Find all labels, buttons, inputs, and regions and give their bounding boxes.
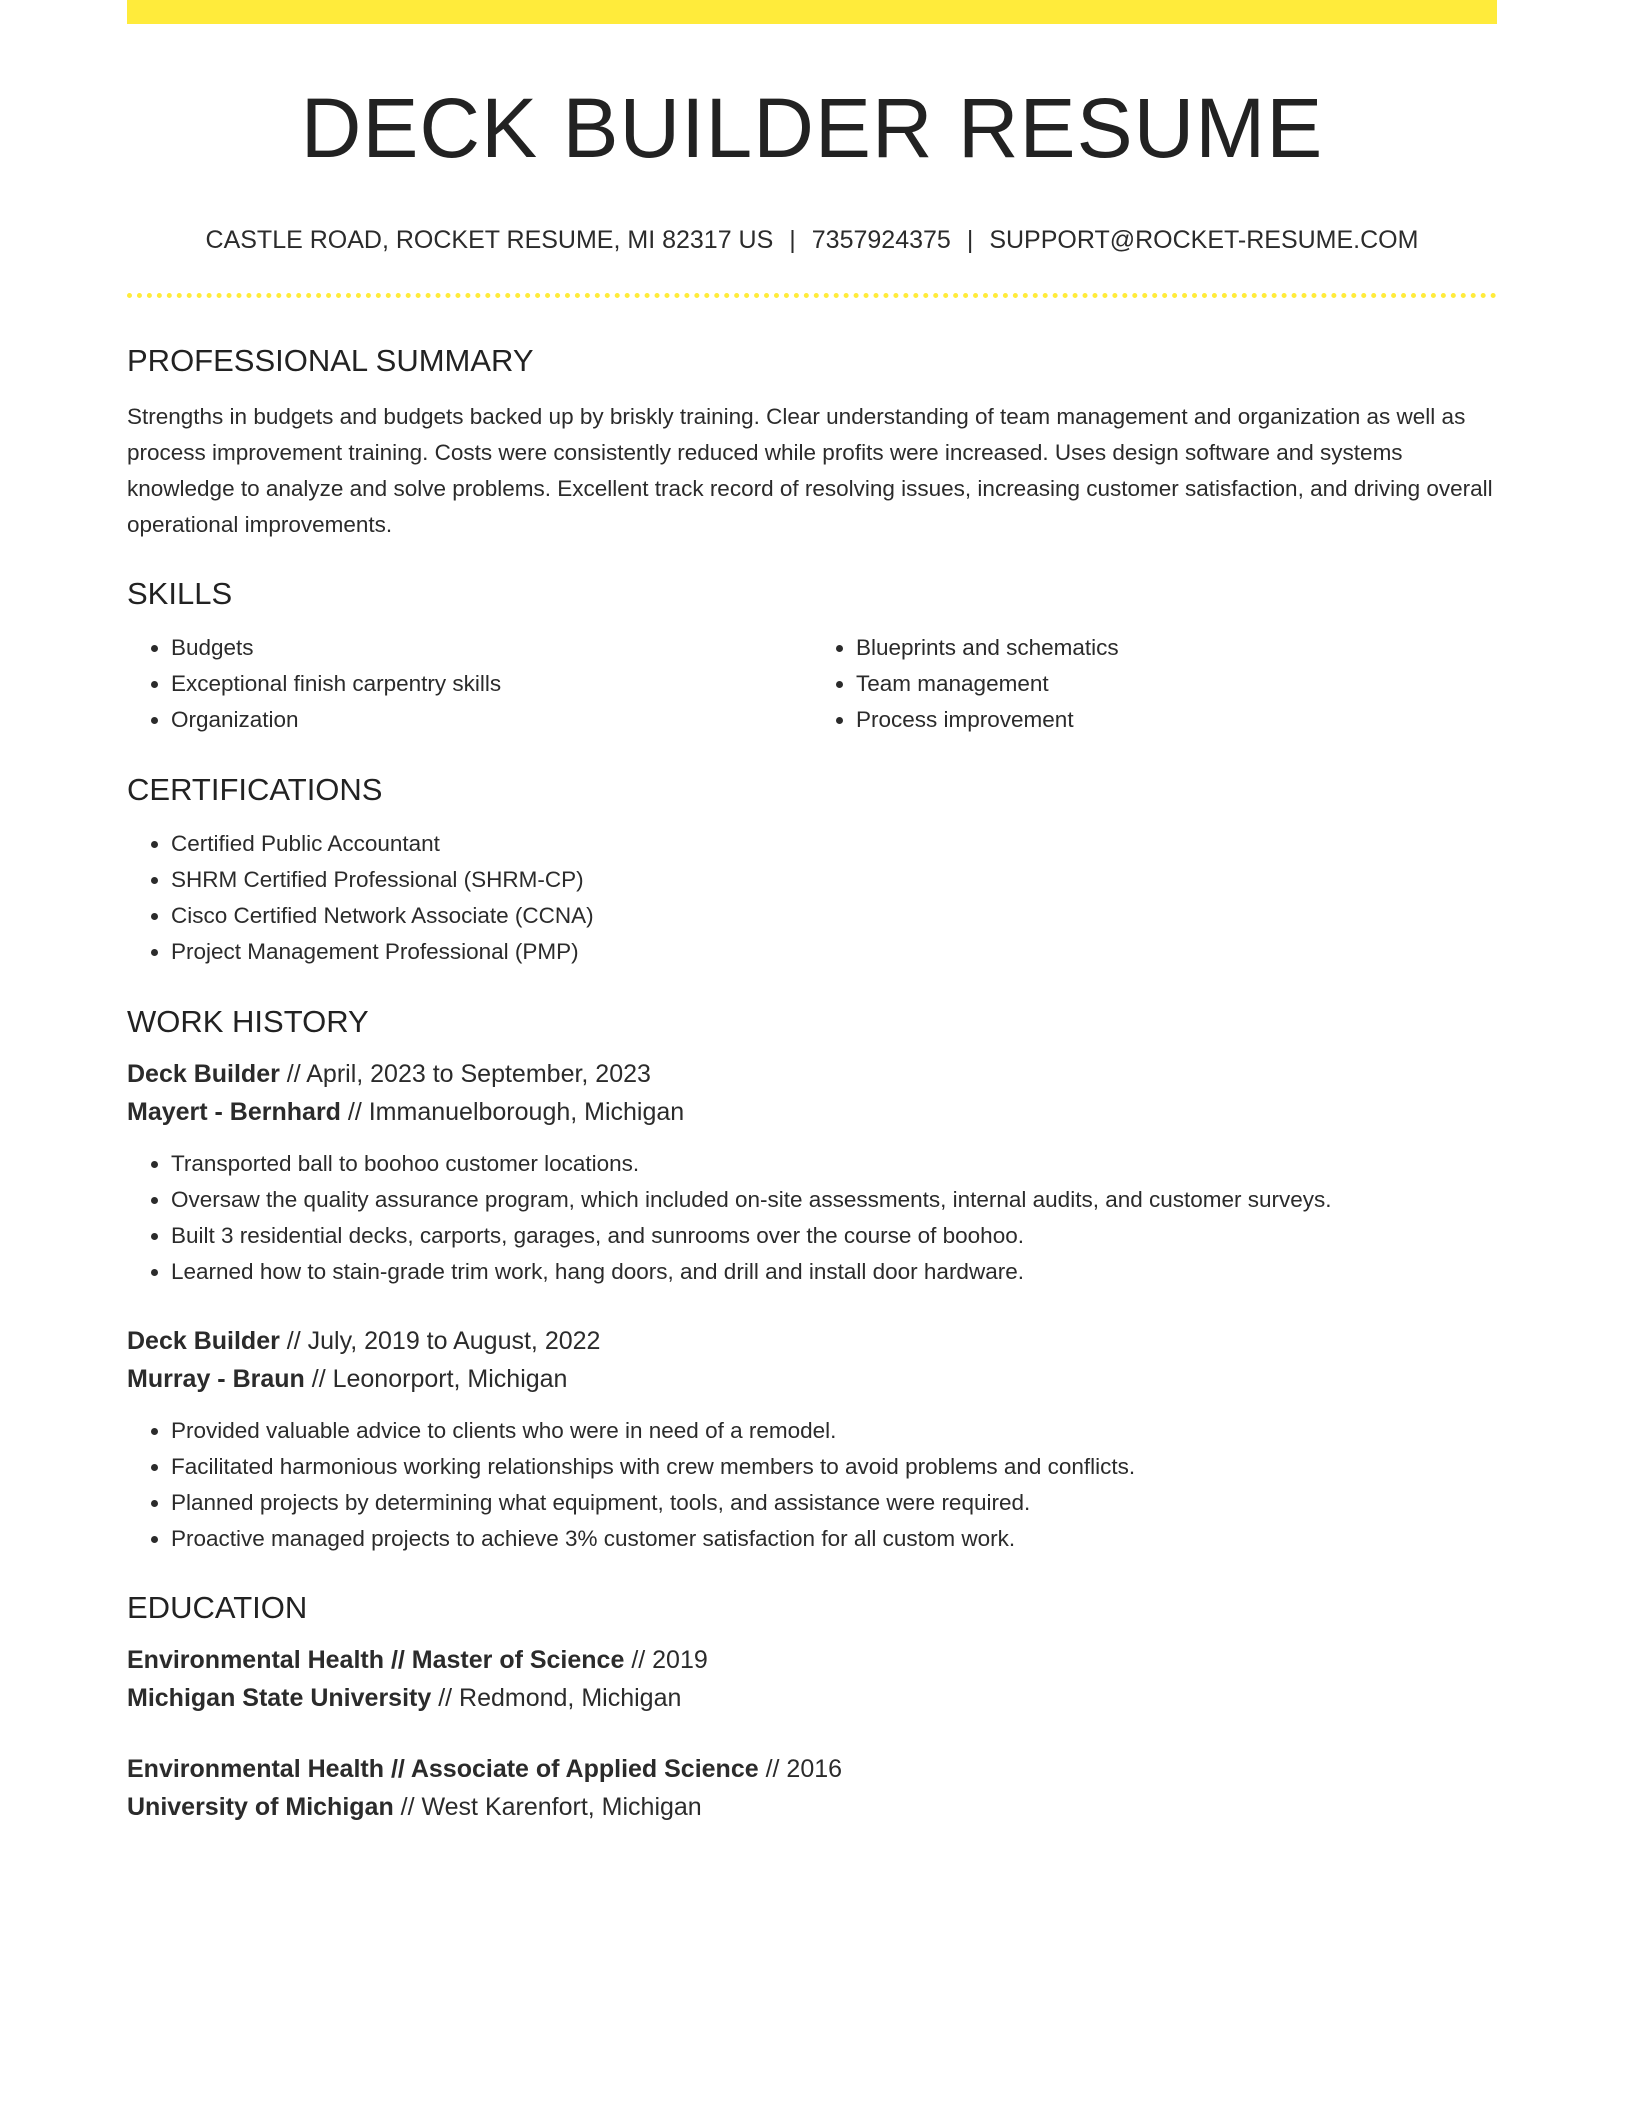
job-company-line	[127, 1360, 1497, 1398]
work-entry	[127, 1055, 1497, 1290]
job-bullet: • Oversaw the quality assurance program, which included on-site assessments, internal audits, and customer surveys.	[171, 1182, 1497, 1218]
education-school-line	[127, 1788, 1497, 1826]
section-heading-summary: PROFESSIONAL SUMMARY	[127, 343, 534, 378]
education-location: // Redmond, Michigan	[431, 1684, 682, 1712]
skill-item: • Budgets	[171, 630, 812, 666]
contact-phone: 7357924375	[811, 226, 951, 254]
contact-email: SUPPORT@ROCKET-RESUME.COM	[989, 226, 1419, 254]
skills-list	[127, 630, 1497, 738]
job-title-line	[127, 1055, 1497, 1093]
job-dates: // July, 2019 to August, 2022	[279, 1327, 601, 1355]
job-location: // Leonorport, Michigan	[304, 1365, 568, 1393]
contact-address: CASTLE ROAD, ROCKET RESUME, MI 82317 US	[205, 226, 774, 254]
job-title: Deck Builder	[127, 1327, 280, 1355]
job-bullet: • Transported ball to boohoo customer locations.	[171, 1146, 1497, 1182]
skill-item: • Team management	[856, 666, 1497, 702]
job-bullet: • Provided valuable advice to clients who were in need of a remodel.	[171, 1413, 1497, 1449]
section-heading-education: EDUCATION	[127, 1590, 308, 1625]
job-title: Deck Builder	[127, 1060, 280, 1088]
certification-item: • SHRM Certified Professional (SHRM-CP)	[171, 862, 1497, 898]
education-school: Michigan State University	[127, 1684, 432, 1712]
education-year: // 2019	[624, 1646, 708, 1674]
job-location: // Immanuelborough, Michigan	[340, 1098, 685, 1126]
job-bullet: • Learned how to stain-grade trim work, hang doors, and drill and install door hardware.	[171, 1254, 1497, 1290]
top-accent-bar	[127, 0, 1497, 24]
summary-text: Strengths in budgets and budgets backed up by briskly training. Clear understanding of team management and organization as well as process improvement training. Costs were consistently reduced while profits were increased. Uses design software and systems knowledge to analyze and solve problems. Excellent track record of resolving issues, increasing customer satisfaction, and driving overall operational improvements.	[127, 404, 1493, 537]
education-degree: Environmental Health // Master of Science	[127, 1646, 625, 1674]
education-school-line	[127, 1679, 1497, 1717]
education-entry	[127, 1641, 1497, 1717]
section-heading-skills: SKILLS	[127, 576, 233, 611]
contact-separator: |	[966, 226, 974, 254]
job-company: Murray - Braun	[127, 1365, 305, 1393]
education-location: // West Karenfort, Michigan	[393, 1793, 702, 1821]
skill-item: • Exceptional finish carpentry skills	[171, 666, 812, 702]
education-year: // 2016	[758, 1755, 843, 1783]
education-school: University of Michigan	[127, 1793, 394, 1821]
resume-title: DECK BUILDER RESUME	[300, 81, 1324, 175]
contact-separator: |	[789, 226, 796, 254]
job-bullet: • Built 3 residential decks, carports, garages, and sunrooms over the course of boohoo.	[171, 1218, 1497, 1254]
job-bullet: • Facilitated harmonious working relationships with crew members to avoid problems and conflicts.	[171, 1449, 1497, 1485]
job-bullet: • Planned projects by determining what equipment, tools, and assistance were required.	[171, 1485, 1497, 1521]
skill-item: • Blueprints and schematics	[856, 630, 1497, 666]
job-title-line	[127, 1322, 1497, 1360]
education-entry	[127, 1750, 1497, 1826]
job-bullet: • Proactive managed projects to achieve 3% customer satisfaction for all custom work.	[171, 1521, 1497, 1557]
skill-item: • Process improvement	[856, 702, 1497, 738]
education-degree-line	[127, 1750, 1497, 1788]
certification-item: • Project Management Professional (PMP)	[171, 934, 1497, 970]
job-dates: // April, 2023 to September, 2023	[279, 1060, 651, 1088]
job-bullets	[127, 1413, 1497, 1557]
certifications-list	[127, 826, 1497, 970]
job-company: Mayert - Bernhard	[127, 1098, 341, 1126]
education-degree-line	[127, 1641, 1497, 1679]
job-company-line	[127, 1093, 1497, 1131]
section-heading-work-history: WORK HISTORY	[127, 1004, 369, 1039]
skills-column-left	[127, 630, 812, 738]
education-degree: Environmental Health // Associate of Applied Science	[127, 1755, 759, 1783]
certification-item: • Cisco Certified Network Associate (CCNA)	[171, 898, 1497, 934]
certification-item: • Certified Public Accountant	[171, 826, 1497, 862]
job-bullets	[127, 1146, 1497, 1290]
skill-item: • Organization	[171, 702, 812, 738]
dotted-divider	[127, 293, 1497, 298]
work-entry	[127, 1322, 1497, 1557]
section-heading-certifications: CERTIFICATIONS	[127, 772, 383, 807]
resume-page	[127, 0, 1497, 1826]
contact-line	[127, 228, 1497, 253]
skills-column-right	[812, 630, 1497, 738]
